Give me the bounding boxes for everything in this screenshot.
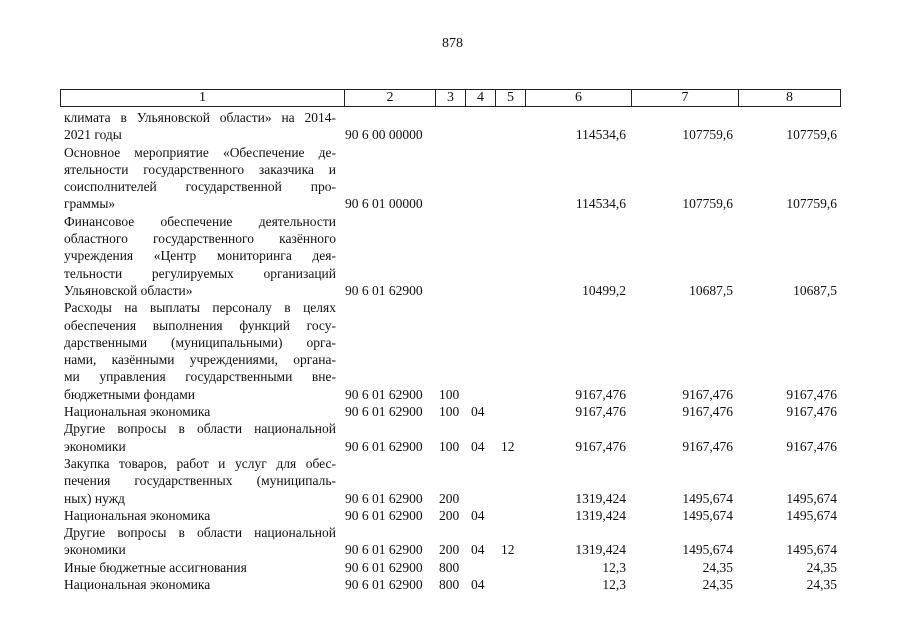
row-value-6: 1319,424 [575,507,626,523]
row-code: 90 6 01 62900 [345,438,423,454]
row-col-4: 04 [471,438,485,454]
row-col-3: 200 [439,542,460,558]
table-row [0,576,905,593]
row-code: 90 6 01 62900 [345,386,423,402]
description-line: печения государственных (муниципаль- [64,473,336,489]
description-line: Национальная экономика [64,577,211,593]
header-col-2: 2 [344,90,435,106]
description-line: Другие вопросы в области национальной [64,421,336,437]
table-row [0,507,905,524]
row-description [64,559,336,576]
row-value-8: 24,35 [806,577,837,593]
table-body [0,109,905,593]
row-value-8: 107759,6 [786,196,837,212]
row-value-8: 10687,5 [793,282,837,298]
row-value-7: 9167,476 [682,438,733,454]
row-code: 90 6 00 00000 [345,127,423,143]
table-row [0,109,905,144]
row-value-8: 9167,476 [786,404,837,420]
row-description [64,455,336,507]
row-code: 90 6 01 62900 [345,282,423,298]
row-description [64,109,336,144]
row-code: 90 6 01 00000 [345,196,423,212]
row-value-8: 1495,674 [786,542,837,558]
description-line: ных) нужд [64,490,125,506]
row-code: 90 6 01 62900 [345,542,423,558]
row-value-7: 10687,5 [689,282,733,298]
header-col-3: 3 [435,90,465,106]
table-header-row [60,89,841,107]
description-line: Национальная экономика [64,404,211,420]
header-col-4: 4 [465,90,495,106]
row-value-8: 9167,476 [786,438,837,454]
row-value-7: 1495,674 [682,542,733,558]
row-value-6: 114534,6 [575,196,626,212]
row-value-6: 9167,476 [575,438,626,454]
row-value-6: 114534,6 [575,127,626,143]
description-line: нами, казёнными учреждениями, органа- [64,352,336,368]
table-row [0,559,905,576]
row-value-6: 12,3 [602,577,626,593]
row-value-7: 107759,6 [682,127,733,143]
description-line: дарственными (муниципальными) орга- [64,334,336,350]
row-value-7: 9167,476 [682,404,733,420]
row-col-3: 100 [439,386,460,402]
row-value-6: 9167,476 [575,386,626,402]
row-code: 90 6 01 62900 [345,507,423,523]
table-row [0,455,905,507]
description-line: климата в Ульяновской области» на 2014- [64,110,336,125]
row-col-5: 12 [501,438,515,454]
row-description [64,576,336,593]
row-description [64,213,336,299]
row-value-8: 9167,476 [786,386,837,402]
row-code: 90 6 01 62900 [345,404,423,420]
header-col-6: 6 [525,90,631,106]
description-line: учреждения «Центр мониторинга дея- [64,248,336,264]
row-code: 90 6 01 62900 [345,490,423,506]
description-line: Другие вопросы в области национальной [64,525,336,541]
row-value-8: 1495,674 [786,490,837,506]
table-row [0,403,905,420]
row-value-7: 1495,674 [682,507,733,523]
row-description [64,524,336,559]
row-value-7: 1495,674 [682,490,733,506]
row-value-7: 24,35 [702,577,733,593]
description-line: соисполнителей государственной про- [64,179,336,195]
row-col-3: 200 [439,490,460,506]
row-description [64,299,336,403]
row-value-6: 12,3 [602,559,626,575]
description-line: Ульяновской области» [64,282,193,298]
row-code: 90 6 01 62900 [345,577,423,593]
description-line: областного государственного казённого [64,231,336,247]
row-value-7: 24,35 [702,559,733,575]
row-col-4: 04 [471,542,485,558]
row-value-8: 1495,674 [786,507,837,523]
row-value-7: 107759,6 [682,196,733,212]
table-row [0,213,905,299]
description-line: Иные бюджетные ассигнования [64,559,247,575]
table-row [0,144,905,213]
row-value-8: 107759,6 [786,127,837,143]
row-description [64,507,336,524]
row-description [64,403,336,420]
row-col-3: 800 [439,559,460,575]
description-line: обеспечения выполнения функций госу- [64,317,336,333]
row-col-4: 04 [471,507,485,523]
page-number: 878 [442,36,463,51]
description-line: Финансовое обеспечение деятельности [64,213,336,229]
table-row [0,420,905,455]
row-value-6: 1319,424 [575,542,626,558]
description-line: 2021 годы [64,127,122,143]
row-code: 90 6 01 62900 [345,559,423,575]
description-line: Национальная экономика [64,507,211,523]
row-col-3: 100 [439,404,460,420]
description-line: экономики [64,438,126,454]
description-line: граммы» [64,196,116,212]
row-value-6: 1319,424 [575,490,626,506]
description-line: ми управления государственными вне- [64,369,336,385]
row-col-3: 200 [439,507,460,523]
row-value-8: 24,35 [806,559,837,575]
description-line: бюджетными фондами [64,386,195,402]
row-value-6: 9167,476 [575,404,626,420]
row-description [64,420,336,455]
description-line: Расходы на выплаты персоналу в целях [64,300,336,316]
description-line: тельности регулируемых организаций [64,265,336,281]
description-line: Закупка товаров, работ и услуг для обес- [64,455,336,471]
row-col-4: 04 [471,404,485,420]
table-row [0,299,905,403]
description-line: экономики [64,542,126,558]
table-row [0,524,905,559]
description-line: Основное мероприятие «Обеспечение де- [64,144,336,160]
row-value-6: 10499,2 [582,282,626,298]
description-line: ятельности государственного заказчика и [64,161,336,177]
header-col-7: 7 [631,90,738,106]
row-description [64,144,336,213]
row-col-3: 800 [439,577,460,593]
row-col-5: 12 [501,542,515,558]
row-col-3: 100 [439,438,460,454]
header-col-5: 5 [495,90,525,106]
row-col-4: 04 [471,577,485,593]
row-value-7: 9167,476 [682,386,733,402]
header-col-8: 8 [738,90,840,106]
header-col-1: 1 [199,90,206,105]
